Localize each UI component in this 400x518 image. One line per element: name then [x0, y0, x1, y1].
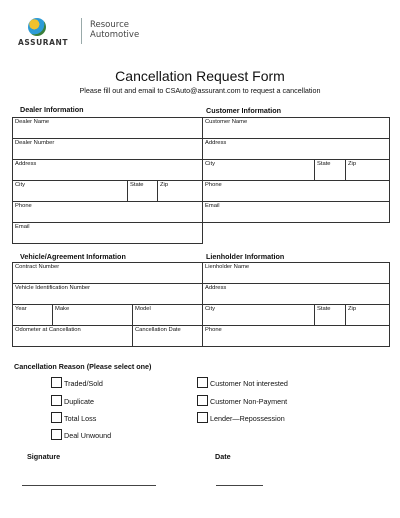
- logo-line-1: Resource: [90, 20, 129, 30]
- customer-state-field[interactable]: State: [315, 160, 346, 181]
- customer-email-field[interactable]: Email: [203, 202, 390, 223]
- logo-divider: [81, 18, 82, 44]
- lienholder-table: [202, 262, 390, 347]
- lienholder-heading: Lienholder Information: [206, 252, 285, 261]
- customer-non-payment-checkbox[interactable]: [197, 395, 208, 406]
- form-title: Cancellation Request Form: [115, 68, 285, 84]
- total-loss-checkbox[interactable]: [51, 412, 62, 423]
- dealer-address-field[interactable]: Address: [13, 160, 203, 181]
- cancellation-date-field[interactable]: Cancellation Date: [133, 326, 203, 347]
- lienholder-name-field[interactable]: Lienholder Name: [203, 263, 390, 284]
- dealer-heading: Dealer Information: [20, 105, 84, 114]
- signature-label: Signature: [27, 452, 61, 461]
- customer-name-field[interactable]: Customer Name: [203, 118, 390, 139]
- lienholder-state-field[interactable]: State: [315, 305, 346, 326]
- dealer-city-field[interactable]: City: [13, 181, 128, 202]
- dealer-email-field[interactable]: Email: [13, 223, 203, 244]
- lienholder-zip-field[interactable]: Zip: [346, 305, 390, 326]
- lienholder-phone-field[interactable]: Phone: [203, 326, 390, 347]
- dealer-phone-field[interactable]: Phone: [13, 202, 203, 223]
- reason-heading: Cancellation Reason (Please select one): [14, 362, 152, 371]
- lienholder-city-field[interactable]: City: [203, 305, 315, 326]
- customer-heading: Customer Information: [206, 106, 282, 115]
- duplicate-checkbox[interactable]: [51, 395, 62, 406]
- customer-not-interested-checkbox[interactable]: [197, 377, 208, 388]
- logo-line-2: Automotive: [90, 30, 140, 40]
- vin-field[interactable]: Vehicle Identification Number: [13, 284, 203, 305]
- model-field[interactable]: Model: [133, 305, 203, 326]
- assurant-globe-icon: [28, 18, 46, 36]
- customer-table: [202, 117, 390, 223]
- customer-city-field[interactable]: City: [203, 160, 315, 181]
- logo-brand: ASSURANT: [18, 38, 69, 47]
- customer-not-interested-label: Customer Not interested: [210, 379, 288, 388]
- deal-unwound-label: Deal Unwound: [64, 431, 112, 440]
- duplicate-label: Duplicate: [64, 397, 94, 406]
- odometer-field[interactable]: Odometer at Cancellation: [13, 326, 133, 347]
- signature-line[interactable]: [22, 485, 156, 486]
- vehicle-table: [12, 262, 203, 347]
- vehicle-heading: Vehicle/Agreement Information: [20, 252, 126, 261]
- customer-non-payment-label: Customer Non-Payment: [210, 397, 288, 406]
- contract-number-field[interactable]: Contract Number: [13, 263, 203, 284]
- dealer-state-field[interactable]: State: [128, 181, 158, 202]
- form-subtitle: Please fill out and email to CSAuto@assurant.com to request a cancellation: [79, 86, 321, 95]
- lender-repossession-label: Lender—Repossession: [210, 414, 285, 423]
- lienholder-address-field[interactable]: Address: [203, 284, 390, 305]
- dealer-table: [12, 117, 203, 244]
- dealer-zip-field[interactable]: Zip: [158, 181, 203, 202]
- total-loss-label: Total Loss: [64, 414, 97, 423]
- customer-address-field[interactable]: Address: [203, 139, 390, 160]
- traded-sold-label: Traded/Sold: [64, 379, 103, 388]
- date-line[interactable]: [216, 485, 263, 486]
- lender-repossession-checkbox[interactable]: [197, 412, 208, 423]
- customer-zip-field[interactable]: Zip: [346, 160, 390, 181]
- deal-unwound-checkbox[interactable]: [51, 429, 62, 440]
- year-field[interactable]: Year: [13, 305, 53, 326]
- make-field[interactable]: Make: [53, 305, 133, 326]
- dealer-name-field[interactable]: Dealer Name: [13, 118, 203, 139]
- date-label: Date: [215, 452, 231, 461]
- customer-phone-field[interactable]: Phone: [203, 181, 390, 202]
- traded-sold-checkbox[interactable]: [51, 377, 62, 388]
- dealer-number-field[interactable]: Dealer Number: [13, 139, 203, 160]
